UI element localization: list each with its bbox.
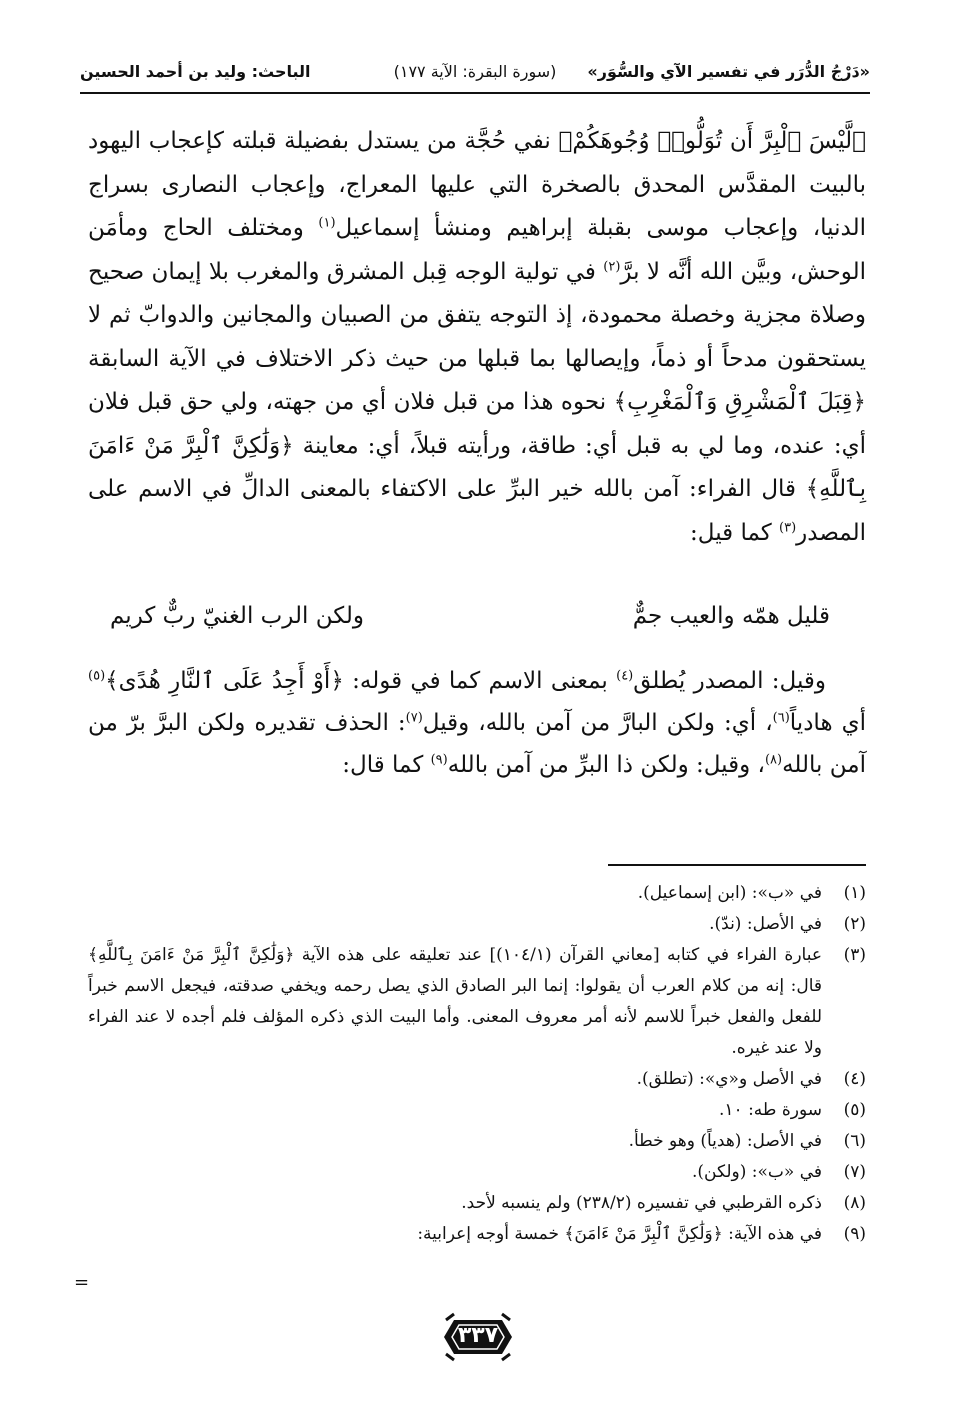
footnote-text: في «ب»: (ابن إسماعيل). [637, 883, 822, 903]
text-run: كما قيل: [690, 519, 780, 546]
footnote [88, 1064, 866, 1095]
text-run: أي هادياً [789, 710, 866, 736]
footnote-number: (٤) [843, 1069, 866, 1089]
page-number: ٣٣٧ [457, 1323, 499, 1348]
footnote-text: في الأصل: (ندّ). [709, 914, 822, 934]
text-run: نفي حُجَّة من يستدل بفضيلة قبلته كإعجاب اليهود بالبيت المقدَّس المحدق بالصخرة التي عليها المعراج، وإعجاب النصارى بسراج الدنيا، وإعجاب موسى بقبلة إبراهيم ومنشأ إسماعيل [88, 128, 866, 241]
footnote [88, 940, 866, 1064]
footnote [88, 1126, 866, 1157]
footnote-ref[interactable]: (٢) [603, 258, 621, 274]
text-run: ومختلف الحاج ومأمَن الوحش، وبيَّن الله أنَّه لا برَّ [88, 215, 866, 285]
text-run: كما قال: [342, 752, 431, 778]
main-text [88, 120, 866, 555]
footnote-ref[interactable]: (٣) [779, 519, 797, 535]
footnote-number: (٥) [843, 1100, 866, 1120]
researcher-name: الباحث: وليد بن أحمد الحسين [80, 62, 311, 81]
hemistich-first: قليل همّه والعيب جمٌّ [632, 603, 830, 629]
footnote-number: (٩) [843, 1224, 866, 1244]
footnote-number: (٧) [843, 1162, 866, 1182]
paragraph [88, 120, 866, 555]
footnote [88, 1188, 866, 1219]
text-run: : الحذف تقديره ولكن البرَّ برّ من آمن بالله [88, 710, 866, 778]
footnote-text: في «ب»: (ولكن). [691, 1162, 822, 1182]
footnote-ref[interactable]: (٧) [405, 710, 423, 726]
footnote-text: عبارة الفراء في كتابه [معاني القرآن (١٠٤/١)] عند تعليقه على هذه الآية ﴿وَلَٰكِنَّ ٱلْبِرَّ مَنْ ءَامَنَ بِٱللَّهِ﴾ قال: إنه من كلام العرب أن يقولوا: إنما البر الصادق الذي يصل رحمه ويخفي صدقته، فيجعل الاسم خبراً للفعل والفعل خبراً للاسم لأنه أمر معروف المعنى. وأما البيت الذي ذكره المؤلف فلم أجده لا عند الفراء ولا عند غيره. [88, 945, 822, 1058]
running-header [80, 62, 870, 88]
continuation-mark: = [74, 1272, 90, 1293]
footnote-ref[interactable]: (٨) [764, 752, 783, 768]
footnote-ref[interactable]: (٦) [772, 710, 790, 726]
book-title: «دَرْجُ الدُّرَر في تفسير الآي والسُّوَر» [587, 62, 870, 81]
footnote-number: (٦) [843, 1131, 866, 1151]
text-run: نحوه هذا من قبل فلان أي من جهته، ولي حق قبل فلان أي: عنده، وما لي به قبل أي: طاقة، ورأيته قبلاً، أي: معاينة [88, 389, 866, 459]
footnote [88, 1095, 866, 1126]
footnote-number: (٨) [843, 1193, 866, 1213]
hemistich-second: ولكن الرب الغنيّ ربٌّ كريم [110, 603, 365, 629]
footnotes [88, 878, 866, 1250]
quran-quote: ﴿وَلَٰكِنَّ ٱلْبِرَّ مَنْ ءَامَنَ بِٱللَّهِ﴾ [88, 432, 866, 502]
text-run: بمعنى الاسم كما في قوله: [343, 668, 617, 694]
main-text-continued [88, 660, 866, 786]
text-run: ، وقيل: ولكن ذا البرِّ من آمن بالله [447, 752, 765, 778]
footnote-ref[interactable]: (٤) [616, 668, 634, 684]
footnote-text: في هذه الآية: ﴿وَلَٰكِنَّ ٱلْبِرَّ مَنْ ءَامَنَ﴾ خمسة أوجه إعرابية: [417, 1224, 822, 1244]
text-run: قال الفراء: آمن بالله خير البرِّ على الاكتفاء بالمعنى الدالِّ في الاسم على المصدر [88, 476, 866, 546]
text-run: في تولية الوجه قِبل المشرق والمغرب بلا إيمان صحيح وصلاة مجزية وخصلة محمودة، إذ التوجه يتفق من الصبيان والمجانين والدوابّ ثم لا يستحقون مدحاً أو ذماً، وإيصالها بما قبلها من حيث ذكر الاختلاف في الآية السابقة [88, 258, 866, 372]
text-run: ، أي: ولكن البارَّ من آمن بالله، وقيل [422, 710, 773, 736]
footnote [88, 1157, 866, 1188]
footnote [88, 909, 866, 940]
quran-quote: ﴿لَّيْسَ ٱلْبِرَّ أَن تُوَلُّوا۟ وُجُوهَكُمْ﴾ [558, 128, 866, 154]
footnote [88, 1219, 866, 1250]
footnote-text: في الأصل: (هدياً) وهو خطأ. [628, 1131, 822, 1151]
footnote-text: ذكره القرطبي في تفسيره (٢٣٨/٢) ولم ينسبه لأحد. [461, 1193, 822, 1213]
footnote-ref[interactable]: (٥) [88, 668, 106, 684]
footnote-ref[interactable]: (٩) [430, 752, 448, 768]
footnote-text: في الأصل و«ي»: (تطلق). [636, 1069, 822, 1089]
quran-quote: ﴿أَوْ أَجِدُ عَلَى ٱلنَّارِ هُدًى﴾ [105, 668, 344, 694]
text-run: وقيل: المصدر يُطلق [633, 668, 826, 694]
paragraph [88, 660, 866, 786]
footnote-divider [608, 864, 866, 866]
footnote-ref[interactable]: (١) [318, 215, 336, 231]
surah-reference: (سورة البقرة: الآية ١٧٧) [393, 62, 557, 81]
poetry-verse [110, 603, 830, 647]
footnote-number: (٣) [843, 945, 866, 965]
quran-quote: ﴿قِبَلَ ٱلْمَشْرِقِ وَٱلْمَغْرِبِ﴾ [613, 389, 867, 415]
page-number-ornament [440, 1312, 516, 1362]
footnote-text: سورة طه: ١٠. [719, 1100, 822, 1120]
footnote-number: (٢) [843, 914, 866, 934]
footnote-number: (١) [843, 883, 866, 903]
header-divider [80, 92, 870, 94]
footnote [88, 878, 866, 909]
